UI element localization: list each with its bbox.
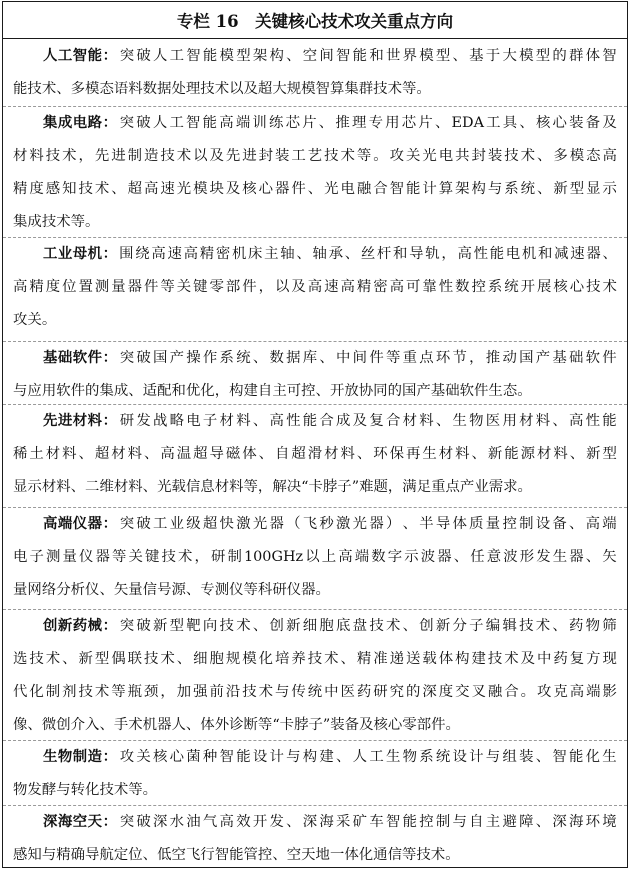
section-line: 基础软件： 突 破 国 产 操 作 系 统 、 数 据 库 、 中 间 件 等 重 点 环 节 ， 推 动 国 产 基 础 软 件	[43, 344, 617, 372]
section-line: 集成电路： 突 破 人 工 智 能 高 端 训 练 芯 片 、 推 理 专 用 芯 片 、 EDA 工 具 、 核 心 装 备 及	[43, 109, 617, 137]
section-divider	[3, 106, 627, 107]
section-line: 能 技 术 、 多 模 态 语 料 数 据 处 理 技 术 以 及 超 大 规 模 智 算 集 群 技 术 等 。	[13, 81, 431, 97]
section-label: 工业母机：	[43, 245, 118, 262]
section-line: 深海空天： 突 破 深 水 油 气 高 效 开 发 、 深 海 采 矿 车 智 能 控 制 与 自 主 避 障 、 深 海 环 境	[43, 808, 617, 836]
section-label: 生物制造：	[43, 748, 118, 765]
section-label: 基础软件：	[43, 349, 118, 366]
section-line: 创新药械： 突 破 新 型 靶 向 技 术 、 创 新 细 胞 底 盘 技 术 、 创 新 分 子 编 辑 技 术 、 药 物 筛	[43, 612, 617, 640]
section-line: 攻 关 。	[13, 312, 57, 328]
feature-box	[2, 1, 628, 868]
section-line: 电 子 测 量 仪 器 等 关 键 技 术 ， 研 制 100GHz 以 上 高 端 数 字 示 波 器 、 任 意 波 形 发 生 器 、 矢	[13, 549, 617, 565]
section-line: 感 知 与 精 确 导 航 定 位 、 低 空 飞 行 智 能 管 控 、 空 天 地 一 体 化 通 信 等 技 术 。	[13, 847, 460, 863]
section-line: 选 技 术 、 新 型 偶 联 技 术 、 细 胞 规 模 化 培 养 技 术 、 精 准 递 送 载 体 构 建 技 术 及 中 药 复 方 现	[13, 651, 617, 667]
section-line: 像 、 微 创 介 入 、 手 术 机 器 人 、 体 外 诊 断 等 “ 卡 脖 子 ” 装 备 及 核 心 零 部 件 。	[13, 717, 460, 733]
section-line: 工业母机： 围 绕 高 速 高 精 密 机 床 主 轴 、 轴 承 、 丝 杆 和 导 轨 ， 高 性 能 电 机 和 减 速 器 、	[43, 240, 617, 268]
section-line: 生物制造： 攻 关 核 心 菌 种 智 能 设 计 与 构 建 、 人 工 生 物 系 统 设 计 与 组 装 、 智 能 化 生	[43, 743, 617, 771]
section-line: 显 示 材 料 、 二 维 材 料 、 光 载 信 息 材 料 等 ， 解 决 “ 卡 脖 子 ” 难 题 ， 满 足 重 点 产 业 需 求 。	[13, 479, 532, 495]
section-line: 量 网 络 分 析 仪 、 矢 量 信 号 源 、 专 测 仪 等 科 研 仪 器 。	[13, 582, 330, 598]
section-line: 集 成 技 术 等 。	[13, 214, 100, 230]
section-line: 物 发 酵 与 转 化 技 术 等 。	[13, 782, 158, 798]
section-line: 高 精 度 位 置 测 量 器 件 等 关 键 零 部 件 ， 以 及 高 速 高 精 密 高 可 靠 性 数 控 系 统 开 展 核 心 技 术	[13, 279, 617, 295]
section-line: 人工智能： 突 破 人 工 智 能 模 型 架 构 、 空 间 智 能 和 世 界 模 型 、 基 于 大 模 型 的 群 体 智	[43, 42, 617, 70]
section-line: 精 度 感 知 技 术 、 超 高 速 光 模 块 及 核 心 器 件 、 光 电 融 合 智 能 计 算 架 构 与 系 统 、 新 型 显 示	[13, 181, 617, 197]
section-label: 集成电路：	[43, 114, 118, 131]
box-title: 专栏 16 关键核心技术攻关重点方向	[176, 12, 454, 31]
section-divider	[3, 507, 627, 508]
section-label: 创新药械：	[43, 617, 118, 634]
section-line: 与 应 用 软 件 的 集 成 、 适 配 和 优 化 ， 构 建 自 主 可 控 、 开 放 协 同 的 国 产 基 础 软 件 生 态 。	[13, 383, 532, 399]
section-divider	[3, 609, 627, 610]
section-line: 材 料 技 术 ， 先 进 制 造 技 术 以 及 先 进 封 装 工 艺 技 术 等 。 攻 关 光 电 共 封 装 技 术 、 多 模 态 高	[13, 148, 617, 164]
section-divider	[3, 404, 627, 405]
section-divider	[3, 341, 627, 342]
section-label: 先进材料：	[43, 412, 118, 429]
title-divider	[3, 38, 627, 39]
section-divider	[3, 740, 627, 741]
section-label: 人工智能：	[43, 47, 118, 64]
section-line: 先进材料： 研 发 战 略 电 子 材 料 、 高 性 能 合 成 及 复 合 材 料 、 生 物 医 用 材 料 、 高 性 能	[43, 407, 617, 435]
section-line: 高端仪器： 突 破 工 业 级 超 快 激 光 器 （ 飞 秒 激 光 器 ） 、 半 导 体 质 量 控 制 设 备 、 高 端	[43, 510, 617, 538]
section-label: 高端仪器：	[43, 515, 118, 532]
section-label: 深海空天：	[43, 813, 118, 830]
section-divider	[3, 805, 627, 806]
section-divider	[3, 237, 627, 238]
section-line: 稀 土 材 料 、 超 材 料 、 高 温 超 导 磁 体 、 自 超 滑 材 料 、 环 保 再 生 材 料 、 新 能 源 材 料 、 新 型	[13, 446, 617, 462]
section-line: 代 化 制 剂 技 术 等 瓶 颈 ， 加 强 前 沿 技 术 与 传 统 中 医 药 研 究 的 深 度 交 叉 融 合 。 攻 克 高 端 影	[13, 684, 617, 700]
